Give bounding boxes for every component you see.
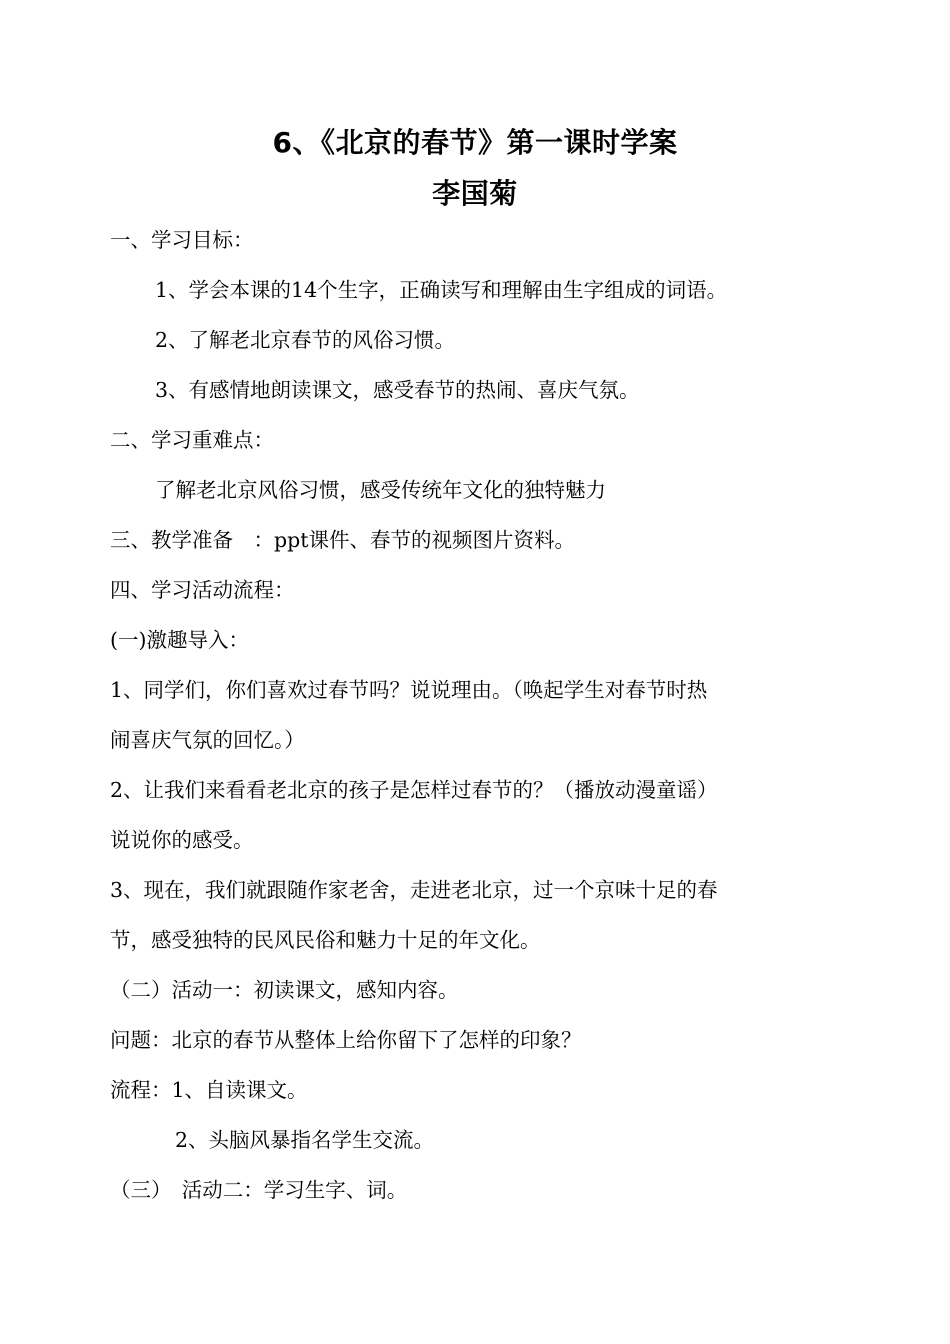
subsection-activity-1: （二）活动一：初读课文，感知内容。	[110, 978, 459, 1002]
intro-item-1-line-1: 1、同学们，你们喜欢过春节吗？说说理由。（唤起学生对春节时热	[110, 678, 708, 702]
document-author: 李国菊	[432, 177, 518, 210]
key-points-text: 了解老北京风俗习惯，感受传统年文化的独特魅力	[155, 478, 606, 502]
intro-item-3-line-2: 节，感受独特的民风民俗和魅力十足的年文化。	[110, 928, 541, 952]
activity-1-flow-step-2: 2、头脑风暴指名学生交流。	[175, 1128, 435, 1152]
activity-1-question: 问题：北京的春节从整体上给你留下了怎样的印象？	[110, 1028, 582, 1052]
document-title: 6、《北京的春节》第一课时学案	[272, 126, 678, 159]
intro-item-3-line-1: 3、现在，我们就跟随作家老舍，走进老北京，过一个京味十足的春	[110, 878, 718, 902]
activity-1-flow-step-1: 流程：1、自读课文。	[110, 1078, 308, 1102]
intro-item-2-line-1: 2、让我们来看看老北京的孩子是怎样过春节的？（播放动漫童谣）	[110, 778, 718, 802]
goal-item-3: 3、有感情地朗读课文，感受春节的热闹、喜庆气氛。	[155, 378, 640, 402]
section-heading-preparation: 三、教学准备 ：ppt课件、春节的视频图片资料。	[110, 528, 575, 552]
section-heading-key-points: 二、学习重难点：	[110, 428, 274, 452]
section-heading-activity-flow: 四、学习活动流程：	[110, 578, 295, 602]
subsection-intro: (一)激趣导入：	[110, 628, 249, 652]
subsection-activity-2: （三） 活动二：学习生字、词。	[110, 1178, 408, 1202]
goal-item-1: 1、学会本课的14个生字，正确读写和理解由生字组成的词语。	[155, 278, 728, 302]
intro-item-1-line-2: 闹喜庆气氛的回忆。）	[110, 728, 305, 752]
intro-item-2-line-2: 说说你的感受。	[110, 828, 254, 852]
section-heading-goals: 一、学习目标：	[110, 228, 254, 252]
goal-item-2: 2、了解老北京春节的风俗习惯。	[155, 328, 456, 352]
